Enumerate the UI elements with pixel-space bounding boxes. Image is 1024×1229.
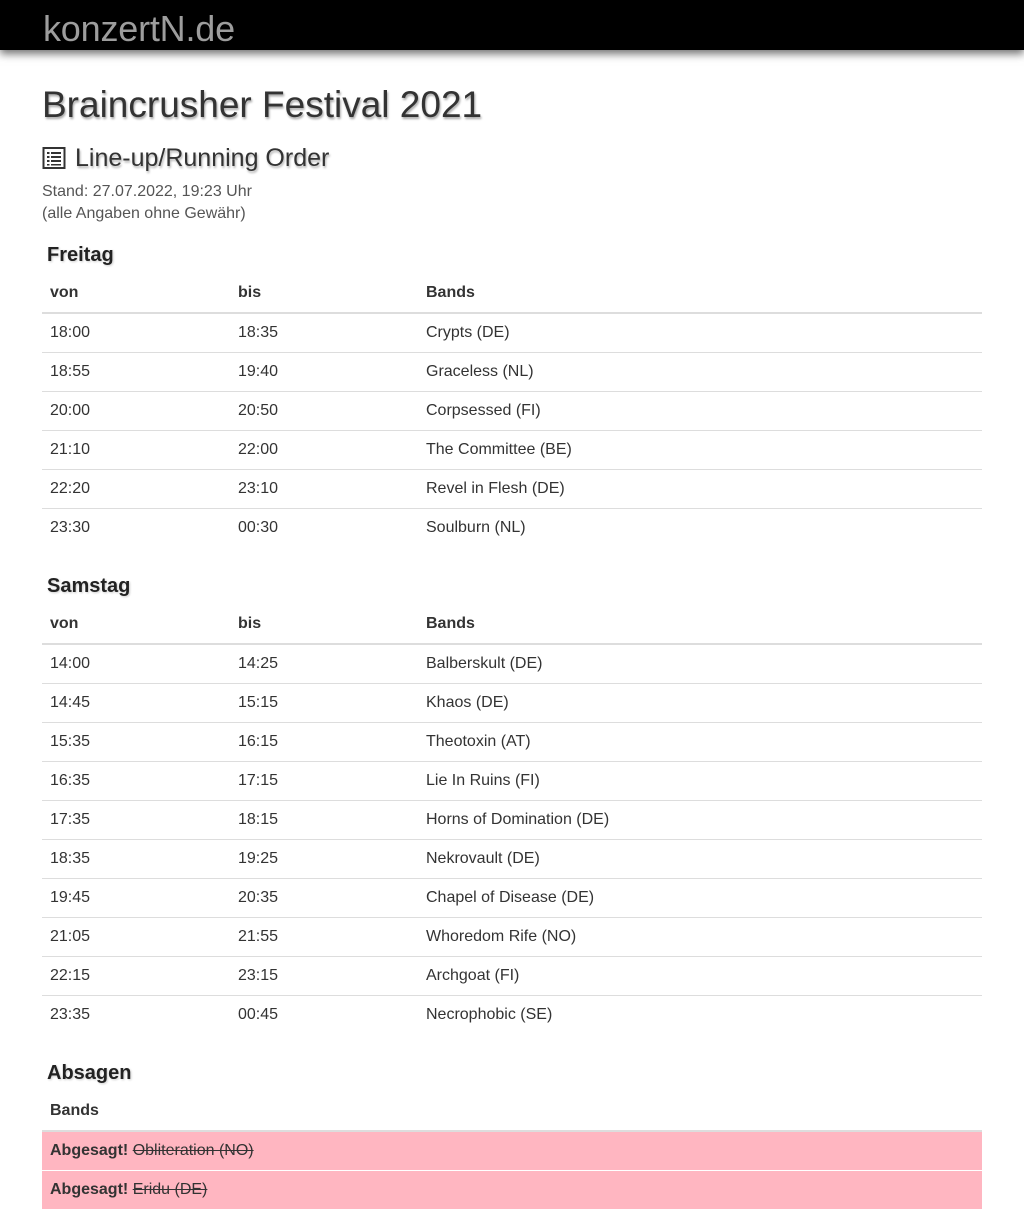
cell-von: 18:35 (42, 839, 230, 878)
cell-von: 14:00 (50, 654, 91, 672)
table-row (42, 469, 982, 508)
cell-band: Archgoat (FI) (418, 956, 982, 995)
cell-bis: 21:55 (230, 917, 418, 956)
table-row (42, 995, 982, 1034)
cell-bis: 23:10 (230, 469, 418, 508)
column-header-bands: Bands (42, 1091, 982, 1131)
cell-von: 20:00 (42, 391, 230, 430)
cell-bis: 20:50 (230, 391, 418, 430)
cell-bis: 00:30 (230, 508, 418, 547)
cancellations-table (42, 1091, 982, 1209)
cell-bis: 19:25 (230, 839, 418, 878)
day-title-freitag: Freitag (47, 244, 114, 266)
table-row (42, 430, 982, 469)
disclaimer: (alle Angaben ohne Gewähr) (42, 205, 246, 222)
cell-bis: 22:00 (230, 430, 418, 469)
table-row (42, 683, 982, 722)
cell-bis: 23:15 (230, 956, 418, 995)
cell-von: 18:55 (42, 352, 230, 391)
cell-von: 16:35 (42, 761, 230, 800)
column-header-bands: Bands (418, 273, 982, 313)
cell-bis: 17:15 (230, 761, 418, 800)
cell-band: Corpsessed (FI) (418, 391, 982, 430)
cancelled-cell (42, 1170, 982, 1209)
table-row (42, 352, 982, 391)
cell-band: Soulburn (NL) (418, 508, 982, 547)
cell-von: 21:10 (42, 430, 230, 469)
cell-bis: 18:35 (238, 323, 279, 341)
cell-bis: 14:25 (238, 654, 279, 672)
cell-von: 21:05 (42, 917, 230, 956)
table-row (42, 508, 982, 547)
table-row (42, 800, 982, 839)
page-title: Braincrusher Festival 2021 (42, 84, 483, 125)
cell-von: 22:20 (42, 469, 230, 508)
cell-band: Theotoxin (AT) (418, 722, 982, 761)
cell-bis: 16:15 (230, 722, 418, 761)
cell-bis: 00:45 (230, 995, 418, 1034)
cell-von: 18:00 (50, 323, 91, 341)
cancelled-band: Eridu (DE) (132, 1180, 208, 1198)
cell-bis: 18:15 (230, 800, 418, 839)
last-updated: Stand: 27.07.2022, 19:23 Uhr (42, 183, 252, 200)
schedule-table-samstag (42, 604, 982, 1034)
cell-band: Horns of Domination (DE) (418, 800, 982, 839)
cancelled-row (42, 1170, 982, 1209)
cell-von: 23:35 (42, 995, 230, 1034)
cell-von: 15:35 (42, 722, 230, 761)
cell-band: Graceless (NL) (418, 352, 982, 391)
site-brand-link[interactable]: konzertN.de (43, 8, 235, 49)
cell-band: Crypts (DE) (426, 323, 510, 341)
cell-band: Balberskult (DE) (426, 654, 543, 672)
column-header-bis: bis (230, 604, 418, 644)
cell-band: Khaos (DE) (418, 683, 982, 722)
cell-band: The Committee (BE) (418, 430, 982, 469)
day-title-samstag: Samstag (47, 575, 131, 597)
cell-band: Necrophobic (SE) (418, 995, 982, 1034)
cell-band: Nekrovault (DE) (418, 839, 982, 878)
cell-bis: 15:15 (230, 683, 418, 722)
cell-band: Chapel of Disease (DE) (418, 878, 982, 917)
cell-von: 19:45 (42, 878, 230, 917)
cancelled-cell (42, 1131, 982, 1170)
table-row (42, 917, 982, 956)
table-row (42, 956, 982, 995)
cancelled-label: Abgesagt! (50, 1141, 129, 1159)
cancellations-title: Absagen (47, 1062, 132, 1084)
table-header-row (42, 1091, 982, 1131)
column-header-von: von (42, 273, 230, 313)
cell-bis: 20:35 (230, 878, 418, 917)
column-header-von: von (42, 604, 230, 644)
cell-band: Lie In Ruins (FI) (418, 761, 982, 800)
table-header-row (42, 273, 982, 313)
cell-von: 23:30 (42, 508, 230, 547)
cell-band: Whoredom Rife (NO) (418, 917, 982, 956)
table-row (42, 761, 982, 800)
cancelled-label: Abgesagt! (50, 1180, 129, 1198)
table-row (42, 313, 982, 352)
lineup-heading-text: Line-up/Running Order (75, 144, 330, 172)
cell-band: Revel in Flesh (DE) (418, 469, 982, 508)
schedule-table-freitag (42, 273, 982, 547)
column-header-bis: bis (230, 273, 418, 313)
table-row (42, 644, 982, 683)
cell-von: 17:35 (42, 800, 230, 839)
cell-bis: 19:40 (230, 352, 418, 391)
cancelled-band: Obliteration (NO) (132, 1141, 254, 1159)
column-header-bands: Bands (418, 604, 982, 644)
table-row (42, 391, 982, 430)
table-row (42, 839, 982, 878)
table-row (42, 878, 982, 917)
lineup-heading (42, 142, 329, 174)
cell-von: 14:45 (42, 683, 230, 722)
navbar (0, 0, 1024, 50)
table-header-row (42, 604, 982, 644)
cell-von: 22:15 (42, 956, 230, 995)
list-icon (42, 146, 66, 170)
cancelled-row (42, 1131, 982, 1170)
table-row (42, 722, 982, 761)
